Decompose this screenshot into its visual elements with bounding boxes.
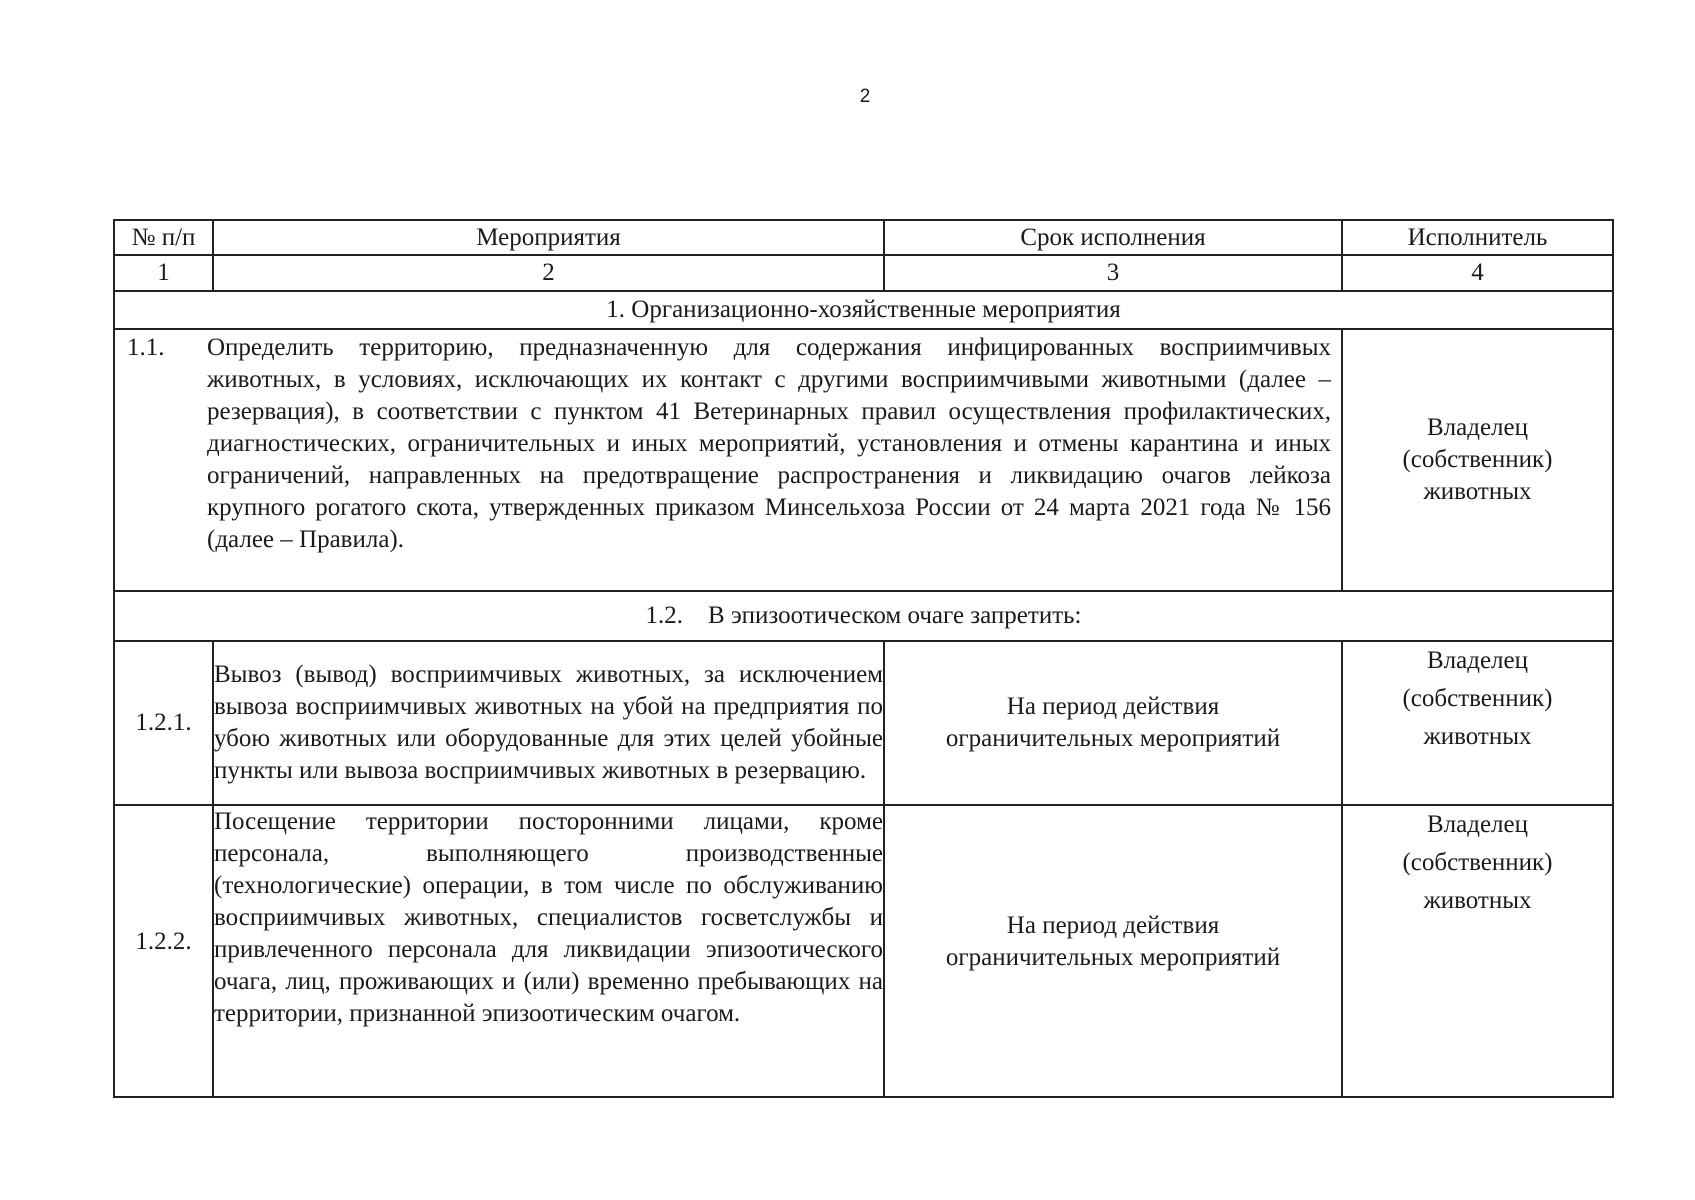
header-executor: Исполнитель [1342,220,1613,255]
item-1-2-row [114,591,1613,641]
item-1-2-1-deadline [884,641,1342,805]
item-1-1-cell [114,329,1342,591]
column-number-4: 4 [1342,255,1613,291]
item-1-1-row [114,329,1613,591]
item-1-1-text: Определить территорию, предназначенную для содержания инфицированных восприимчивых животных, в условиях, исключающих их контакт с другими восприимчивыми животными (далее – резервация), в соответствии с пунктом 41 Ветеринарных правил осуществления профилактических, диагностических, ограничительных и иных мероприятий, установления и отмены карантина и иных ограничений, направленных на предотвращение распространения и ликвидацию очагов лейкоза крупного рогатого скота, утвержденных приказом Минсельхоза России от 24 марта 2021 года № 156 (далее – Правила). [207,334,1331,553]
executor-line-2: (собственник) [1402,685,1553,712]
item-1-2-1-row [114,641,1613,805]
header-num: № п/п [114,220,213,255]
deadline-line-1: На период действия [1006,912,1220,939]
executor-line-1: Владелец [1426,647,1528,674]
column-number-2: 2 [213,255,884,291]
item-1-2-2-deadline [884,805,1342,1097]
header-deadline: Срок исполнения [884,220,1342,255]
section-row [114,291,1613,329]
activities-table [113,219,1614,1098]
item-1-1-content [127,332,1333,556]
item-1-2-1-executor [1342,641,1613,805]
column-number-3: 3 [884,255,1342,291]
deadline-line-1: На период действия [1006,693,1220,720]
executor-line-3: животных [1423,723,1532,750]
item-1-2-2-executor [1342,805,1613,1097]
executor-line-2: (собственник) [1402,849,1553,876]
item-1-2-1-text: Вывоз (вывод) восприимчивых животных, за исключением вывоза восприимчивых животных на убой на предприятия по убою животных или оборудованные для этих целей убойные пункты или вывоза восприимчивых животных в резервацию. [213,641,884,805]
column-number-1: 1 [114,255,213,291]
header-row [114,220,1613,255]
executor-line-3: животных [1423,478,1532,505]
section-title: 1. Организационно-хозяйственные мероприятия [114,291,1613,329]
executor-line-1: Владелец [1426,811,1528,838]
item-1-1-executor [1342,329,1613,591]
executor-line-2: (собственник) [1402,446,1553,473]
item-1-2-1-number: 1.2.1. [114,641,213,805]
item-1-2-2-row [114,805,1613,1097]
item-1-2-2-number: 1.2.2. [114,805,213,1097]
item-1-1-number: 1.1. [127,334,165,361]
deadline-line-2: ограничительных мероприятий [945,725,1281,752]
page-number: 2 [859,86,871,107]
item-1-2-2-text: Посещение территории посторонними лицами, кроме персонала, выполняющего производственные (технологические) операции, в том числе по обслуживанию восприимчивых животных, специалистов госветслужбы и привлеченного персонала для ликвидации эпизоотического очага, лиц, проживающих и (или) временно пребывающих на территории, признанной эпизоотическим очагом. [213,805,884,1097]
item-1-2-title: 1.2. В эпизоотическом очаге запретить: [114,591,1613,641]
header-activity: Мероприятия [213,220,884,255]
executor-line-1: Владелец [1426,414,1528,441]
column-number-row [114,255,1613,291]
deadline-line-2: ограничительных мероприятий [945,944,1281,971]
executor-line-3: животных [1423,887,1532,914]
